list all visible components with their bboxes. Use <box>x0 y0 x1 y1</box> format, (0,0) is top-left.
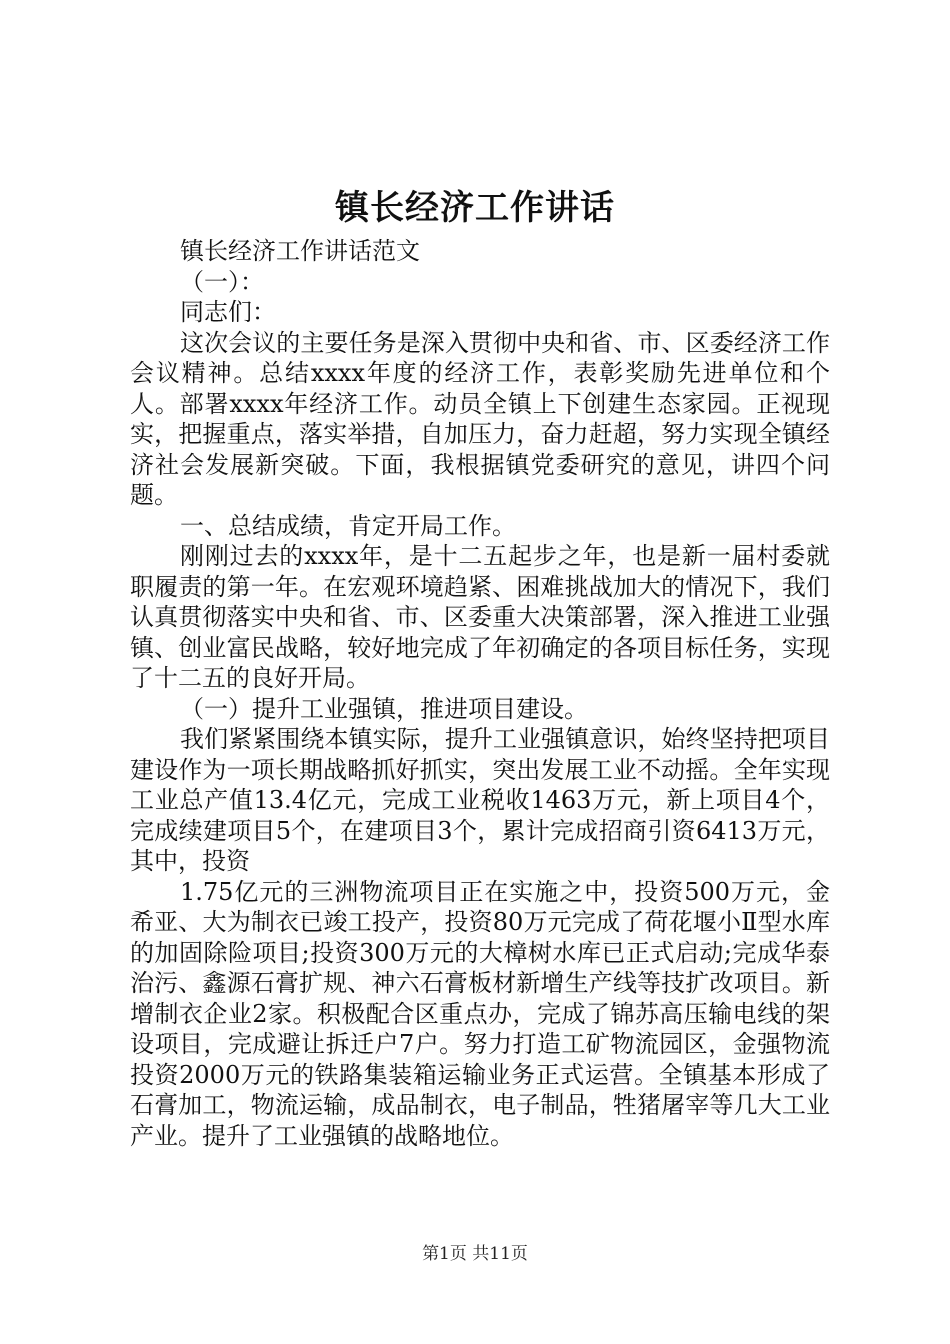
paragraph-salutation: 同志们： <box>180 298 276 326</box>
paragraph-industry: 我们紧紧围绕本镇实际，提升工业强镇意识，始终坚持把项目建设作为一项长期战略抓好抓实，突出发展工业不动摇。全年实现工业总产值13.4亿元，完成工业税收1463万元，新上项目4个，完成续建项目5个，在建项目3个，累计完成招商引资6413万元，其中，投资 <box>130 725 830 875</box>
document-title: 镇长经济工作讲话 <box>335 188 615 228</box>
paragraph-subheading-1: （一）提升工业强镇，推进项目建设。 <box>180 694 588 723</box>
paragraph-projects: 1.75亿元的三洲物流项目正在实施之中，投资500万元，金希亚、大为制衣已竣工投产，投资80万元完成了荷花堰小Ⅱ型水库的加固除险项目;投资300万元的大樟树水库已正式启动;完成华泰治污、鑫源石膏扩规、神六石膏板材新增生产线等技扩改项目。新增制衣企业2家。积极配合区重点办，完成了锦苏高压输电线的架设项目，完成避让拆迁户7户。努力打造工矿物流园区，金强物流投资2000万元的铁路集装箱运输业务正式运营。全镇基本形成了石膏加工，物流运输，成品制衣，电子制品，牲猪屠宰等几大工业产业。提升了工业强镇的战略地位。 <box>130 877 830 1150</box>
page-footer: 第1页 共11页 <box>422 1244 528 1264</box>
paragraph-review: 刚刚过去的xxxx年，是十二五起步之年，也是新一届村委就职履责的第一年。在宏观环境趋紧、困难挑战加大的情况下，我们认真贯彻落实中央和省、市、区委重大决策部署，深入推进工业强镇、创业富民战略，较好地完成了年初确定的各项目标任务，实现了十二五的良好开局。 <box>130 542 830 692</box>
paragraph-intro: 这次会议的主要任务是深入贯彻中央和省、市、区委经济工作会议精神。总结xxxx年度的经济工作，表彰奖励先进单位和个人。部署xxxx年经济工作。动员全镇上下创建生态家园。正视现实，把握重点，落实举措，自加压力，奋力赶超，努力实现全镇经济社会发展新突破。下面，我根据镇党委研究的意见，讲四个问题。 <box>130 328 830 509</box>
paragraph-heading-1: 一、总结成绩，肯定开局工作。 <box>180 511 516 540</box>
paragraph-subtitle: 镇长经济工作讲话范文 <box>180 237 420 265</box>
document-body <box>130 236 830 1151</box>
paragraph-section-marker: （一）： <box>180 267 264 296</box>
